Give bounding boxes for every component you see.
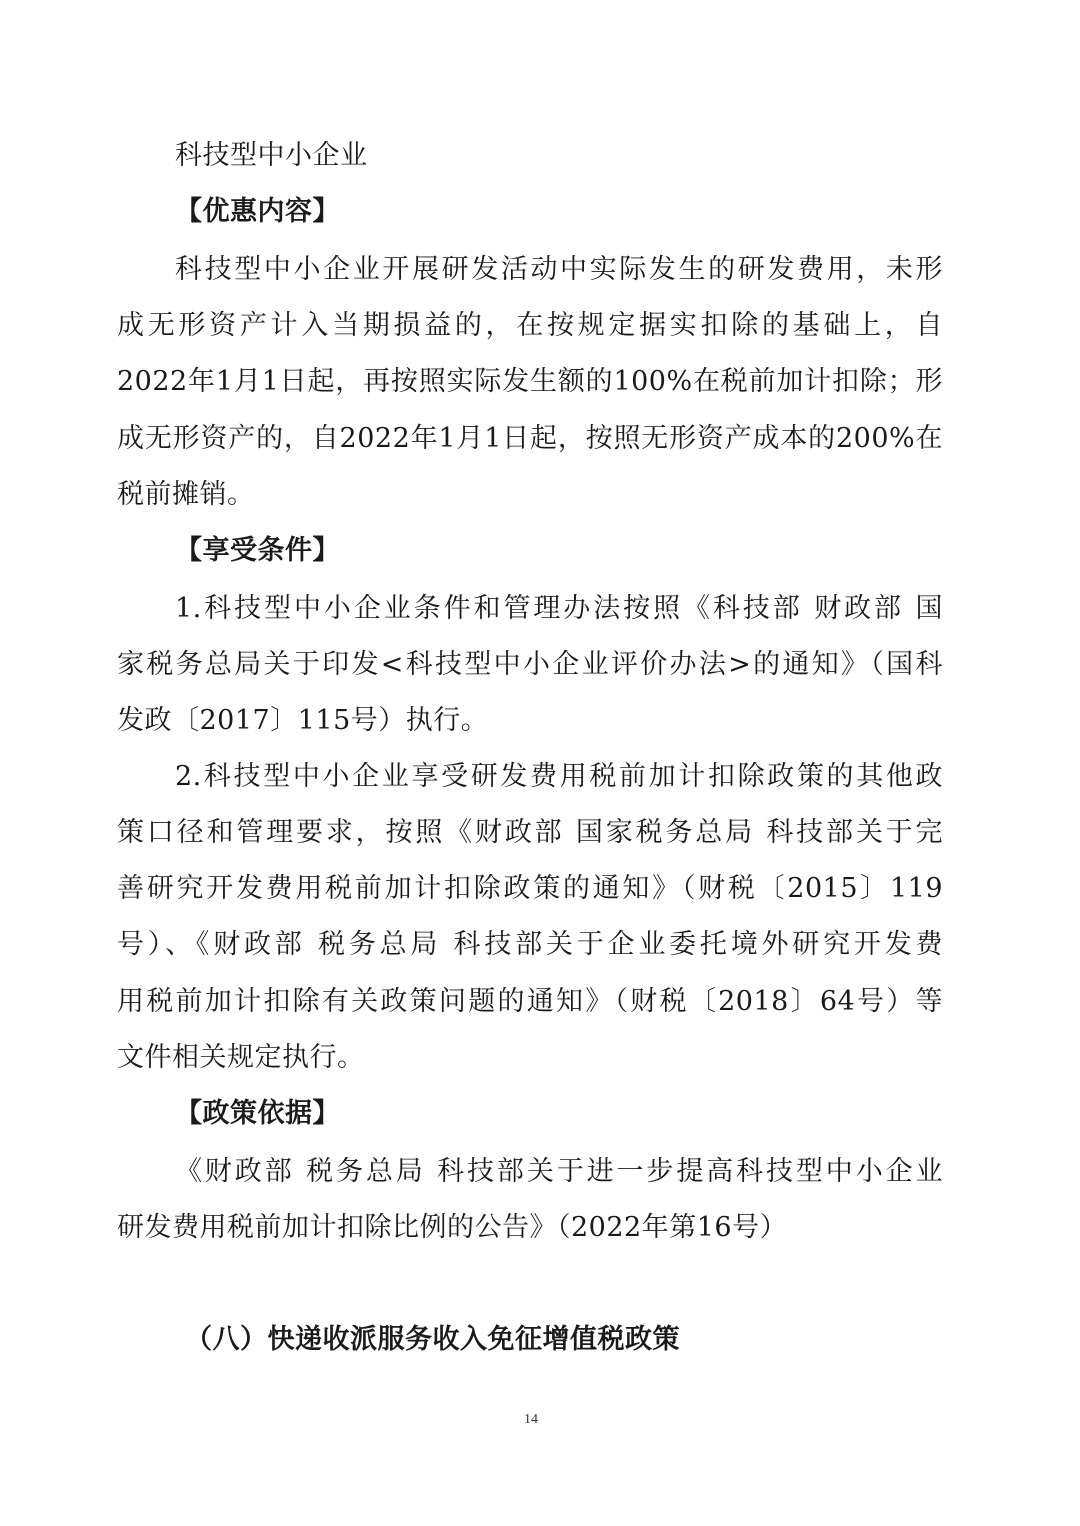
conditions-heading: 【享受条件】: [175, 535, 340, 566]
benefit-line-1: 科技型中小企业开展研发活动中实际发生的研发费用，未形: [175, 254, 943, 285]
subject-line: 科技型中小企业: [175, 140, 368, 171]
condition-2-line-4: 号）、《财政部 税务总局 科技部关于企业委托境外研究开发费: [117, 929, 943, 960]
benefit-line-5: 税前摊销。: [117, 479, 255, 510]
section-title: （八）快递收派服务收入免征增值税政策: [185, 1324, 680, 1355]
basis-line-1: 《财政部 税务总局 科技部关于进一步提高科技型中小企业: [175, 1156, 943, 1187]
condition-2-line-6: 文件相关规定执行。: [117, 1042, 365, 1073]
page-number: 14: [524, 1412, 538, 1427]
benefit-line-4: 成无形资产的，自2022年1月1日起，按照无形资产成本的200%在: [117, 423, 943, 454]
condition-1-line-2: 家税务总局关于印发<科技型中小企业评价办法>的通知》（国科: [117, 649, 943, 680]
condition-2-line-2: 策口径和管理要求，按照《财政部 国家税务总局 科技部关于完: [117, 817, 943, 848]
benefit-heading: 【优惠内容】: [175, 196, 340, 227]
condition-2-line-5: 用税前加计扣除有关政策问题的通知》（财税〔2018〕64号）等: [117, 986, 943, 1017]
benefit-line-3: 2022年1月1日起，再按照实际发生额的100%在税前加计扣除；形: [117, 366, 943, 397]
benefit-line-2: 成无形资产计入当期损益的，在按规定据实扣除的基础上，自: [117, 310, 943, 341]
basis-heading: 【政策依据】: [175, 1098, 340, 1129]
condition-2-line-1: 2.科技型中小企业享受研发费用税前加计扣除政策的其他政: [175, 761, 943, 792]
condition-1-line-1: 1.科技型中小企业条件和管理办法按照《科技部 财政部 国: [175, 593, 943, 624]
basis-line-2: 研发费用税前加计扣除比例的公告》（2022年第16号）: [117, 1212, 788, 1243]
condition-1-line-3: 发政〔2017〕115号）执行。: [117, 705, 489, 736]
condition-2-line-3: 善研究开发费用税前加计扣除政策的通知》（财税〔2015〕119: [117, 873, 943, 904]
